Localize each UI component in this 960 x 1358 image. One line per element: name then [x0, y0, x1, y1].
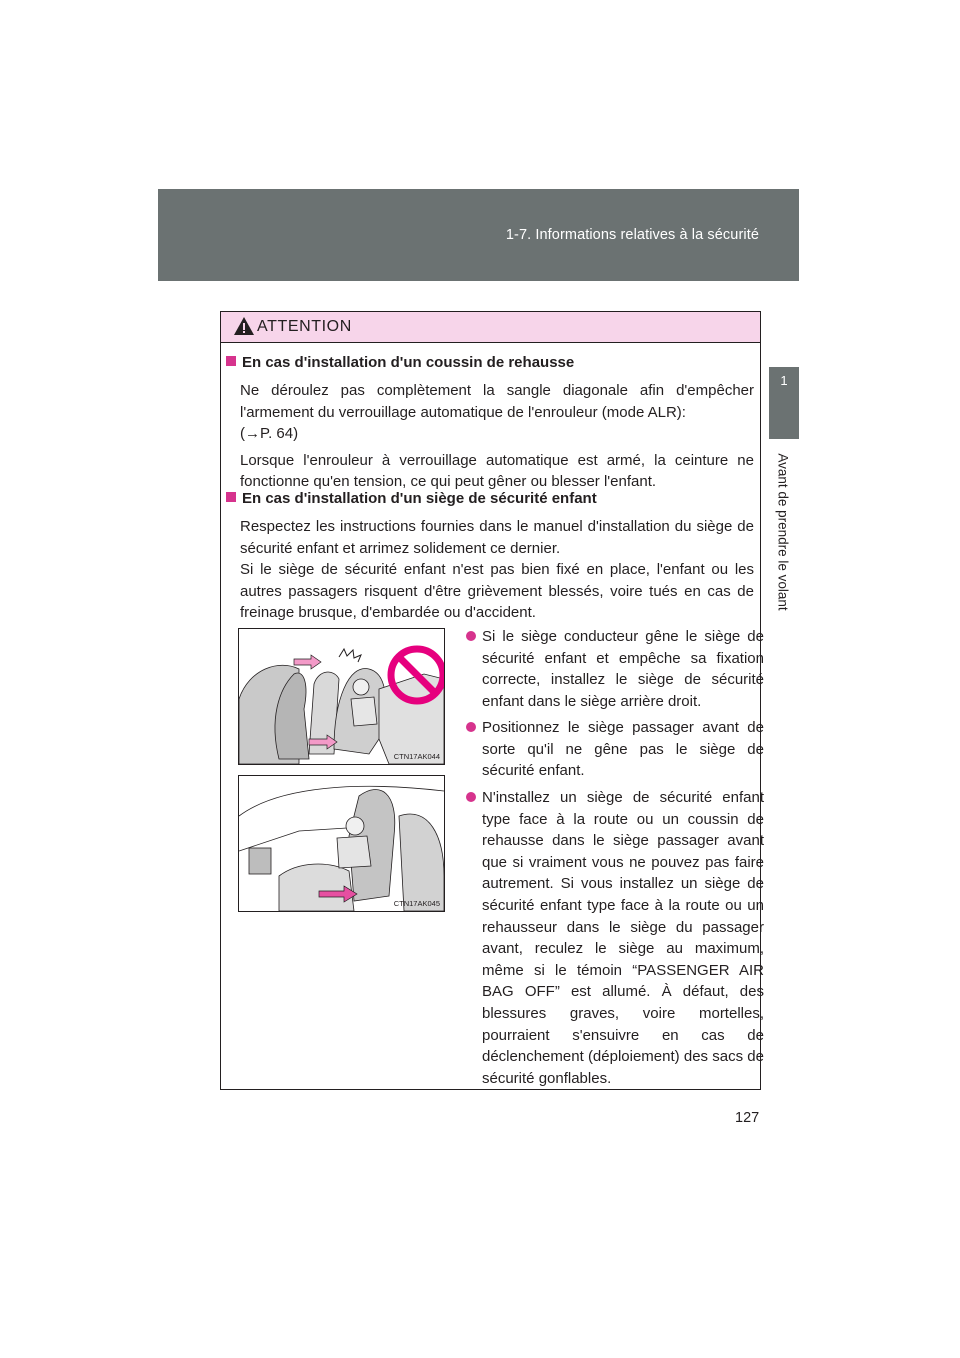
paragraph: Si le siège de sécurité enfant n'est pas bien fixé en place, l'enfant ou les autres passagers risquent d'être grièvement blessés, voire tués en cas de freinage brusque, d'embardée ou d'accident.	[240, 561, 754, 621]
bullet-item: N'installez un siège de sécurité enfant type face à la route ou un coussin de rehausse dans le siège passager avant que si vraiment vous ne pouvez pas faire autrement. Si vous installez un siège de sécurité enfant type face à la route ou un rehausseur dans le siège du passager avant, reculez le siège au maximum, même si le témoin “PASSENGER AIR BAG OFF” est allumé. À défaut, des blessures graves, voire mortelles, pourraient s'ensuivre en cas de déclenchement (déploiement) des sacs de sécurité gonflables.	[466, 787, 764, 1089]
figure-code: CTN17AK045	[393, 899, 440, 908]
car-interior-illustration	[239, 776, 444, 911]
chapter-label: Avant de prendre le volant	[775, 453, 791, 611]
chapter-number: 1	[780, 373, 788, 388]
square-bullet-icon	[226, 356, 236, 366]
paragraph: Respectez les instructions fournies dans le manuel d'installation du siège de sécurité enfant et arrimez solidement ce dernier.	[240, 518, 754, 557]
chapter-tab	[769, 367, 799, 439]
section-title: 1-7. Informations relatives à la sécurité	[505, 227, 759, 243]
paragraph: Ne déroulez pas complètement la sangle diagonale afin d'empêcher l'armement du verrouillage automatique de l'enrouleur (mode ALR):	[240, 382, 754, 421]
figure-driver-seat-interference	[238, 628, 445, 765]
section-body-booster	[240, 380, 754, 493]
section-heading-child-seat: En cas d'installation d'un siège de sécurité enfant	[226, 490, 597, 507]
figure-code: CTN17AK044	[393, 752, 440, 761]
page-number: 127	[735, 1110, 760, 1126]
figure-rear-facing-seat	[238, 775, 445, 912]
round-bullet-icon	[466, 722, 476, 732]
car-interior-illustration	[239, 629, 444, 764]
section-header-band	[158, 189, 799, 281]
warning-triangle-icon	[233, 315, 255, 337]
section-heading-booster: En cas d'installation d'un coussin de rehausse	[226, 354, 574, 371]
round-bullet-icon	[466, 792, 476, 802]
section-body-child-seat	[240, 516, 754, 624]
attention-box	[220, 311, 764, 1090]
attention-header	[221, 312, 760, 343]
bullet-item: Positionnez le siège passager avant de sorte qu'il ne gêne pas le siège de sécurité enfant.	[466, 717, 764, 782]
square-bullet-icon	[226, 492, 236, 502]
paragraph: Lorsque l'enrouleur à verrouillage automatique est armé, la ceinture ne fonctionne qu'en tension, ce qui peut gêner ou blesser l'enfant.	[240, 451, 754, 490]
round-bullet-icon	[466, 631, 476, 641]
page-reference: (→P. 64)	[240, 425, 299, 442]
bullet-item: Si le siège conducteur gêne le siège de sécurité enfant et empêche sa fixation correcte, installez le siège de sécurité enfant dans le siège arrière droit.	[466, 626, 764, 712]
attention-title: ATTENTION	[257, 318, 352, 335]
